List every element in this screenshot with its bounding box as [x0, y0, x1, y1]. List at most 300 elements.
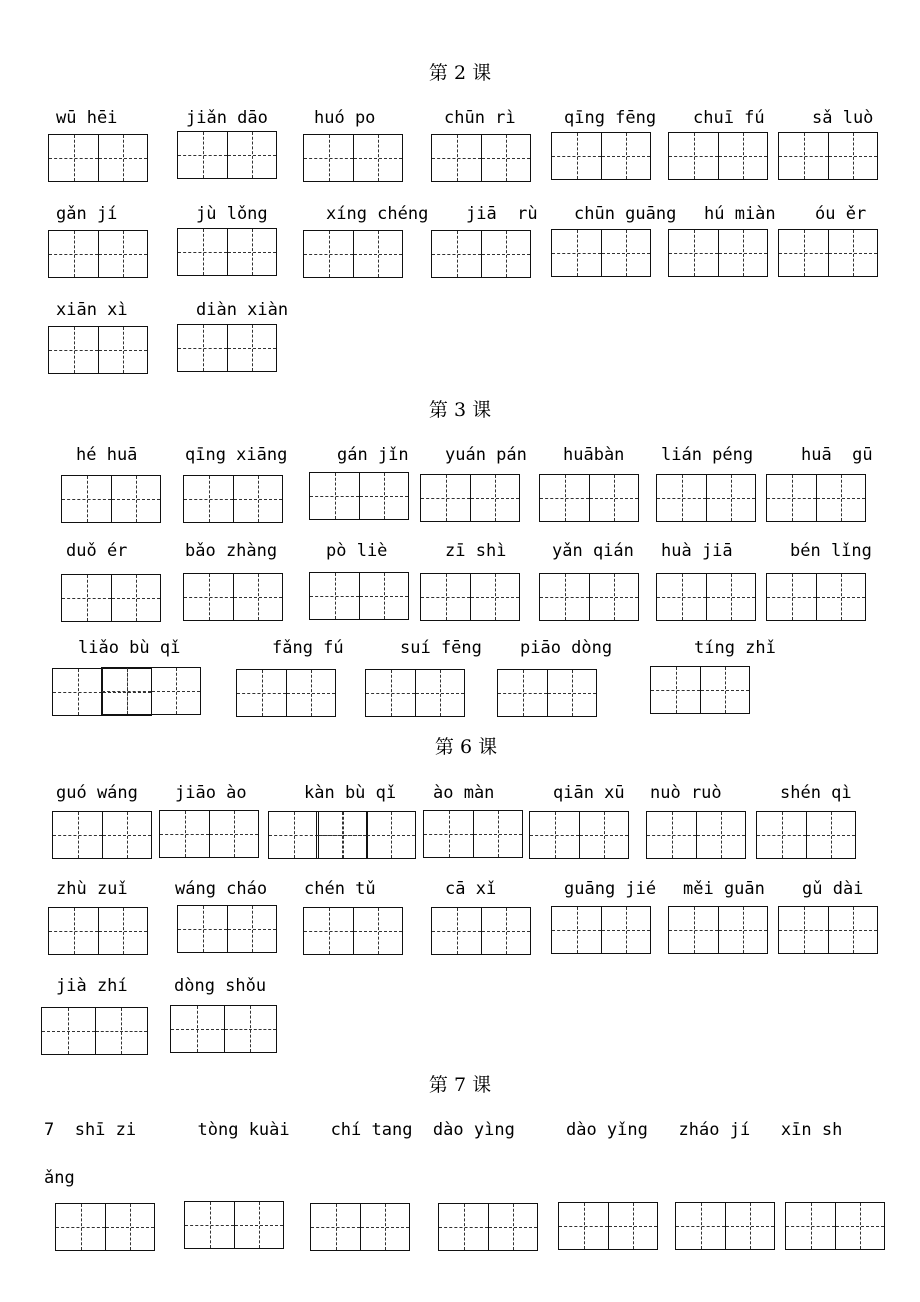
grid-cell[interactable] [481, 135, 530, 181]
pinyin-label: měi guān [683, 879, 765, 899]
guide-line-horizontal [99, 350, 147, 351]
pinyin-label: diàn xiàn [196, 300, 289, 320]
grid-cell[interactable] [227, 229, 276, 275]
writing-grid[interactable] [177, 228, 277, 276]
grid-cell[interactable] [470, 475, 519, 521]
writing-grid[interactable] [539, 573, 639, 621]
grid-cell[interactable] [432, 135, 481, 181]
guide-line-horizontal [99, 254, 147, 255]
grid-cell[interactable] [828, 907, 877, 953]
grid-cell[interactable] [359, 573, 408, 619]
guide-line-horizontal [726, 1226, 774, 1227]
writing-grid[interactable] [303, 230, 403, 278]
pinyin-label: yǎn qián [552, 541, 634, 561]
guide-line-horizontal [471, 498, 519, 499]
pinyin-label: guāng jié [564, 879, 657, 899]
guide-line-horizontal [657, 597, 706, 598]
writing-grid[interactable] [61, 475, 161, 523]
grid-cell[interactable] [62, 575, 111, 621]
grid-cell[interactable] [237, 670, 286, 716]
grid-cell[interactable] [366, 670, 415, 716]
grid-cell[interactable] [111, 476, 160, 522]
writing-grid[interactable] [55, 1203, 155, 1251]
pinyin-label: guó wáng [56, 783, 138, 803]
guide-line-horizontal [102, 691, 151, 692]
writing-grid[interactable] [766, 474, 866, 522]
pinyin-label: xiān xì [56, 300, 128, 320]
writing-grid[interactable] [41, 1007, 148, 1055]
grid-cell[interactable] [304, 231, 353, 277]
writing-grid[interactable] [646, 811, 746, 859]
grid-cell[interactable] [353, 231, 402, 277]
guide-line-horizontal [719, 253, 767, 254]
grid-cell[interactable] [696, 812, 745, 858]
grid-cell[interactable] [49, 135, 98, 181]
guide-line-horizontal [228, 929, 276, 930]
grid-cell[interactable] [102, 812, 151, 858]
grid-cell[interactable] [718, 907, 767, 953]
pinyin-label: gǎn jí [56, 204, 118, 224]
writing-grid[interactable] [675, 1202, 775, 1250]
writing-grid[interactable] [766, 573, 866, 621]
guide-line-horizontal [62, 598, 111, 599]
guide-line-horizontal [53, 835, 102, 836]
writing-grid[interactable] [48, 230, 148, 278]
pinyin-label: jiǎn dāo [186, 108, 268, 128]
grid-cell[interactable] [718, 230, 767, 276]
grid-cell[interactable] [98, 231, 147, 277]
grid-cell[interactable] [160, 811, 209, 857]
grid-cell[interactable] [601, 133, 650, 179]
grid-cell[interactable] [608, 1203, 657, 1249]
writing-grid[interactable] [48, 907, 148, 955]
pinyin-label: suí fēng [400, 638, 482, 658]
writing-grid[interactable] [101, 667, 201, 715]
pinyin-label: óu ěr [815, 204, 867, 224]
guide-line-horizontal [99, 158, 147, 159]
writing-grid[interactable] [431, 134, 531, 182]
grid-cell[interactable] [95, 1008, 148, 1054]
guide-line-horizontal [62, 499, 111, 500]
guide-line-horizontal [311, 1227, 360, 1228]
grid-cell[interactable] [473, 811, 522, 857]
grid-cell[interactable] [657, 574, 706, 620]
grid-cell[interactable] [488, 1204, 537, 1250]
pinyin-label: xíng chéng [326, 204, 429, 224]
grid-cell[interactable] [816, 574, 865, 620]
guide-line-horizontal [552, 156, 601, 157]
grid-cell[interactable] [540, 574, 589, 620]
writing-grid[interactable] [170, 1005, 277, 1053]
grid-cell[interactable] [669, 230, 718, 276]
writing-grid[interactable] [668, 132, 768, 180]
pinyin-label: jiāo ào [175, 783, 247, 803]
pinyin-label: piāo dòng [520, 638, 613, 658]
guide-line-horizontal [779, 253, 828, 254]
grid-cell[interactable] [552, 133, 601, 179]
pinyin-label: qīng fēng [564, 108, 657, 128]
grid-cell[interactable] [49, 908, 98, 954]
guide-line-horizontal [210, 834, 258, 835]
pinyin-label: kàn bù qǐ [304, 783, 397, 803]
grid-cell[interactable] [421, 574, 470, 620]
grid-cell[interactable] [481, 908, 530, 954]
pinyin-label: qīng xiāng [185, 445, 288, 465]
guide-line-horizontal [185, 1225, 234, 1226]
writing-grid[interactable] [309, 572, 409, 620]
grid-cell[interactable] [102, 668, 151, 714]
grid-cell[interactable] [669, 907, 718, 953]
pinyin-label: dòng shǒu [174, 976, 267, 996]
grid-cell[interactable] [178, 325, 227, 371]
writing-grid[interactable] [785, 1202, 885, 1250]
writing-grid[interactable] [668, 229, 768, 277]
grid-cell[interactable] [360, 1204, 409, 1250]
writing-grid[interactable] [159, 810, 259, 858]
grid-cell[interactable] [579, 812, 628, 858]
guide-line-horizontal [171, 1029, 224, 1030]
grid-cell[interactable] [171, 1006, 224, 1052]
pinyin-label: yuán pán [445, 445, 527, 465]
guide-line-horizontal [474, 834, 522, 835]
grid-cell[interactable] [439, 1204, 488, 1250]
pinyin-line: 7 shī zi tòng kuài chí tang dào yìng dào yǐng zháo jí xīn sh [44, 1120, 843, 1140]
pinyin-label: shén qì [780, 783, 852, 803]
guide-line-horizontal [779, 156, 828, 157]
lesson-6-title: 第 6 课 [434, 736, 498, 758]
guide-line-horizontal [836, 1226, 884, 1227]
grid-cell[interactable] [816, 475, 865, 521]
grid-cell[interactable] [806, 812, 855, 858]
writing-grid[interactable] [438, 1203, 538, 1251]
grid-cell[interactable] [233, 476, 282, 522]
grid-cell[interactable] [706, 475, 755, 521]
pinyin-label: hú miàn [704, 204, 776, 224]
writing-grid[interactable] [420, 573, 520, 621]
guide-line-horizontal [602, 930, 650, 931]
writing-grid[interactable] [365, 669, 465, 717]
grid-cell[interactable] [767, 475, 816, 521]
guide-line-horizontal [152, 691, 200, 692]
grid-cell[interactable] [151, 668, 200, 714]
guide-line-horizontal [99, 931, 147, 932]
writing-grid[interactable] [61, 574, 161, 622]
writing-grid[interactable] [668, 906, 768, 954]
grid-cell[interactable] [184, 476, 233, 522]
writing-grid[interactable] [539, 474, 639, 522]
grid-cell[interactable] [311, 1204, 360, 1250]
writing-grid[interactable] [551, 132, 651, 180]
grid-cell[interactable] [757, 812, 806, 858]
guide-line-horizontal [178, 155, 227, 156]
grid-cell[interactable] [779, 133, 828, 179]
guide-line-horizontal [707, 597, 755, 598]
guide-line-horizontal [49, 254, 98, 255]
grid-cell[interactable] [700, 667, 749, 713]
grid-cell[interactable] [310, 473, 359, 519]
grid-cell[interactable] [421, 475, 470, 521]
guide-line-horizontal [590, 498, 638, 499]
writing-grid[interactable] [778, 132, 878, 180]
guide-line-horizontal [366, 693, 415, 694]
pinyin-label: huā gū [801, 445, 873, 465]
writing-grid[interactable] [52, 811, 152, 859]
grid-cell[interactable] [366, 812, 415, 858]
writing-grid[interactable] [309, 472, 409, 520]
grid-cell[interactable] [53, 669, 102, 715]
guide-line-horizontal [590, 597, 638, 598]
pinyin-label: chūn guāng [574, 204, 677, 224]
grid-cell[interactable] [498, 670, 547, 716]
guide-line-horizontal [432, 931, 481, 932]
grid-cell[interactable] [589, 475, 638, 521]
writing-grid[interactable] [558, 1202, 658, 1250]
grid-cell[interactable] [98, 908, 147, 954]
pinyin-label: jù lǒng [196, 204, 268, 224]
grid-cell[interactable] [49, 231, 98, 277]
guide-line-horizontal [237, 693, 286, 694]
guide-line-horizontal [234, 499, 282, 500]
guide-line-horizontal [228, 252, 276, 253]
grid-cell[interactable] [269, 812, 318, 858]
writing-grid[interactable] [183, 475, 283, 523]
writing-grid[interactable] [497, 669, 597, 717]
grid-cell[interactable] [718, 133, 767, 179]
writing-grid[interactable] [650, 666, 750, 714]
guide-line-horizontal [817, 597, 865, 598]
guide-line-horizontal [669, 156, 718, 157]
pinyin-label: pò liè [326, 541, 388, 561]
guide-line-horizontal [178, 252, 227, 253]
grid-cell[interactable] [317, 812, 366, 858]
guide-line-horizontal [719, 930, 767, 931]
guide-line-horizontal [228, 155, 276, 156]
writing-grid[interactable] [310, 1203, 410, 1251]
guide-line-horizontal [310, 596, 359, 597]
guide-line-horizontal [317, 835, 366, 836]
grid-cell[interactable] [42, 1008, 95, 1054]
guide-line-horizontal [112, 598, 160, 599]
grid-cell[interactable] [432, 231, 481, 277]
writing-grid[interactable] [183, 573, 283, 621]
guide-line-horizontal [360, 596, 408, 597]
guide-line-horizontal [160, 834, 209, 835]
pinyin-label: tíng zhǐ [694, 638, 776, 658]
pinyin-label: chūn rì [444, 108, 516, 128]
writing-grid[interactable] [177, 905, 277, 953]
grid-cell[interactable] [56, 1204, 105, 1250]
writing-grid[interactable] [551, 229, 651, 277]
lesson-7-title: 第 7 课 [428, 1074, 492, 1096]
grid-cell[interactable] [779, 230, 828, 276]
pinyin-label: zī shì [445, 541, 507, 561]
writing-grid[interactable] [48, 134, 148, 182]
grid-cell[interactable] [647, 812, 696, 858]
grid-cell[interactable] [552, 907, 601, 953]
grid-cell[interactable] [530, 812, 579, 858]
writing-grid[interactable] [778, 906, 878, 954]
writing-grid[interactable] [184, 1201, 284, 1249]
grid-cell[interactable] [828, 133, 877, 179]
lesson-2-title: 第 2 课 [428, 62, 492, 84]
grid-cell[interactable] [415, 670, 464, 716]
grid-cell[interactable] [779, 907, 828, 953]
grid-cell[interactable] [651, 667, 700, 713]
guide-line-horizontal [287, 693, 335, 694]
guide-line-horizontal [552, 930, 601, 931]
grid-cell[interactable] [835, 1203, 884, 1249]
pinyin-label: ào màn [433, 783, 495, 803]
grid-cell[interactable] [304, 135, 353, 181]
grid-cell[interactable] [725, 1203, 774, 1249]
grid-cell[interactable] [353, 908, 402, 954]
writing-grid[interactable] [778, 229, 878, 277]
writing-grid[interactable] [303, 907, 403, 955]
grid-cell[interactable] [62, 476, 111, 522]
guide-line-horizontal [767, 498, 816, 499]
guide-line-horizontal [767, 597, 816, 598]
guide-line-horizontal [719, 156, 767, 157]
grid-cell[interactable] [657, 475, 706, 521]
guide-line-horizontal [786, 1226, 835, 1227]
writing-grid[interactable] [48, 326, 148, 374]
writing-grid[interactable] [177, 324, 277, 372]
guide-line-horizontal [354, 158, 402, 159]
writing-grid[interactable] [551, 906, 651, 954]
grid-cell[interactable] [53, 812, 102, 858]
guide-line-horizontal [707, 498, 755, 499]
writing-grid[interactable] [177, 131, 277, 179]
grid-cell[interactable] [559, 1203, 608, 1249]
grid-cell[interactable] [470, 574, 519, 620]
guide-line-horizontal [482, 931, 530, 932]
grid-cell[interactable] [227, 906, 276, 952]
guide-line-horizontal [416, 693, 464, 694]
pinyin-label: bén lǐng [790, 541, 872, 561]
pinyin-label: wáng cháo [175, 879, 268, 899]
grid-cell[interactable] [552, 230, 601, 276]
lesson-3-title: 第 3 课 [428, 399, 492, 421]
grid-cell[interactable] [589, 574, 638, 620]
grid-cell[interactable] [233, 574, 282, 620]
grid-cell[interactable] [105, 1204, 154, 1250]
grid-cell[interactable] [310, 573, 359, 619]
guide-line-horizontal [669, 253, 718, 254]
writing-grid[interactable] [420, 474, 520, 522]
pinyin-label: nuò ruò [650, 783, 722, 803]
grid-cell[interactable] [828, 230, 877, 276]
grid-cell[interactable] [227, 325, 276, 371]
grid-cell[interactable] [353, 135, 402, 181]
grid-cell[interactable] [178, 132, 227, 178]
pinyin-label: jiā rù [466, 204, 538, 224]
pinyin-label: chuī fú [693, 108, 765, 128]
writing-grid[interactable] [756, 811, 856, 859]
grid-cell[interactable] [706, 574, 755, 620]
grid-cell[interactable] [185, 1202, 234, 1248]
writing-grid[interactable] [303, 134, 403, 182]
guide-line-horizontal [657, 498, 706, 499]
guide-line-horizontal [49, 931, 98, 932]
writing-grid[interactable] [656, 573, 756, 621]
guide-line-horizontal [49, 158, 98, 159]
guide-line-horizontal [482, 254, 530, 255]
grid-cell[interactable] [669, 133, 718, 179]
grid-cell[interactable] [304, 908, 353, 954]
pinyin-label: gán jǐn [337, 445, 409, 465]
guide-line-horizontal [829, 253, 877, 254]
grid-cell[interactable] [359, 473, 408, 519]
pinyin-label: huà jiā [661, 541, 733, 561]
pinyin-line-continued: ǎng [44, 1168, 75, 1188]
grid-cell[interactable] [98, 135, 147, 181]
grid-cell[interactable] [767, 574, 816, 620]
grid-cell[interactable] [184, 574, 233, 620]
grid-cell[interactable] [424, 811, 473, 857]
pinyin-label: huó po [314, 108, 376, 128]
grid-cell[interactable] [601, 230, 650, 276]
pinyin-label: qiān xū [553, 783, 625, 803]
grid-cell[interactable] [786, 1203, 835, 1249]
pinyin-label: sǎ luò [812, 108, 874, 128]
writing-grid[interactable] [529, 811, 629, 859]
pinyin-label: lián péng [661, 445, 754, 465]
grid-cell[interactable] [111, 575, 160, 621]
writing-grid[interactable] [316, 811, 416, 859]
grid-cell[interactable] [49, 327, 98, 373]
pinyin-label: bǎo zhàng [185, 541, 278, 561]
grid-cell[interactable] [601, 907, 650, 953]
guide-line-horizontal [602, 156, 650, 157]
guide-line-horizontal [53, 692, 102, 693]
guide-line-horizontal [421, 597, 470, 598]
grid-cell[interactable] [178, 906, 227, 952]
guide-line-horizontal [184, 597, 233, 598]
grid-cell[interactable] [540, 475, 589, 521]
guide-line-horizontal [779, 930, 828, 931]
guide-line-horizontal [304, 931, 353, 932]
writing-grid[interactable] [423, 810, 523, 858]
grid-cell[interactable] [224, 1006, 277, 1052]
grid-cell[interactable] [178, 229, 227, 275]
grid-cell[interactable] [227, 132, 276, 178]
guide-line-horizontal [609, 1226, 657, 1227]
pinyin-label: zhù zuǐ [56, 879, 128, 899]
guide-line-horizontal [559, 1226, 608, 1227]
writing-grid[interactable] [656, 474, 756, 522]
grid-cell[interactable] [209, 811, 258, 857]
grid-cell[interactable] [432, 908, 481, 954]
guide-line-horizontal [439, 1227, 488, 1228]
pinyin-label: huābàn [563, 445, 625, 465]
writing-grid[interactable] [431, 230, 531, 278]
writing-grid[interactable] [236, 669, 336, 717]
guide-line-horizontal [235, 1225, 283, 1226]
grid-cell[interactable] [286, 670, 335, 716]
guide-line-horizontal [96, 1031, 148, 1032]
guide-line-horizontal [56, 1227, 105, 1228]
grid-cell[interactable] [481, 231, 530, 277]
grid-cell[interactable] [676, 1203, 725, 1249]
pinyin-label: hé huā [76, 445, 138, 465]
grid-cell[interactable] [98, 327, 147, 373]
grid-cell[interactable] [547, 670, 596, 716]
writing-grid[interactable] [431, 907, 531, 955]
guide-line-horizontal [424, 834, 473, 835]
guide-line-horizontal [361, 1227, 409, 1228]
guide-line-horizontal [651, 690, 700, 691]
grid-cell[interactable] [234, 1202, 283, 1248]
